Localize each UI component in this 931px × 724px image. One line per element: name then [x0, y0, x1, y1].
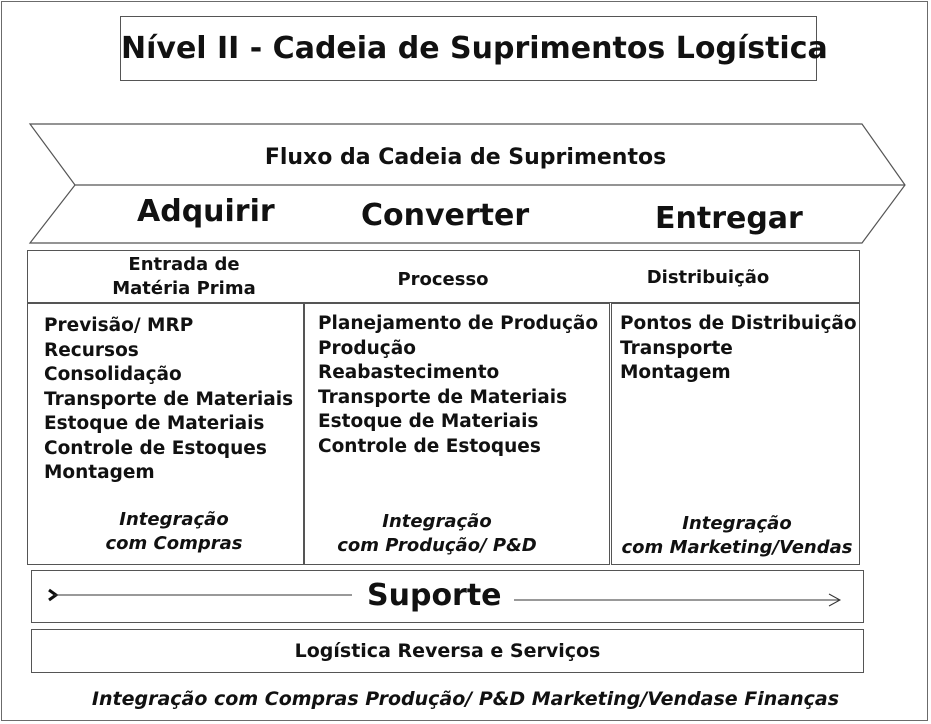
reverse-logistics-box [31, 629, 864, 673]
list-item: Controle de Estoques [44, 437, 267, 459]
list-item: Consolidação [44, 364, 182, 385]
header-processo: Processo [397, 269, 489, 290]
item-list [620, 312, 857, 386]
list-item: Montagem [620, 362, 731, 383]
list-item: Transporte [620, 337, 733, 359]
item-list [318, 312, 598, 459]
list-item: Montagem [44, 462, 155, 483]
integration-line2: com Marketing/Vendas [621, 537, 853, 558]
column-distribuicao [611, 303, 860, 565]
list-item: Reabastecimento [318, 362, 500, 383]
integration-producao [317, 510, 557, 558]
list-item: Recursos [44, 339, 139, 361]
list-item: Estoque de Materiais [44, 413, 265, 434]
flow-title: Fluxo da Cadeia de Suprimentos [264, 145, 667, 170]
footer-integration-text: Integração com Compras Produção/ P&D Marketing/Vendase Finanças [91, 688, 840, 710]
stage-entregar: Entregar [655, 201, 803, 236]
integration-line2: com Compras [105, 533, 243, 554]
header-entrada-line1: Entrada de [128, 254, 240, 275]
stage-converter: Converter [361, 198, 530, 233]
header-row [27, 250, 860, 303]
integration-line2: com Produção/ P&D [337, 535, 537, 556]
item-list [44, 314, 293, 486]
stage-adquirir: Adquirir [137, 194, 275, 229]
list-item: Estoque de Materiais [318, 411, 539, 432]
list-item: Transporte de Materiais [318, 386, 568, 408]
diagram-title: Nível II - Cadeia de Suprimentos Logística [121, 31, 828, 66]
column-processo [304, 303, 610, 565]
list-item: Transporte de Materiais [44, 388, 294, 410]
integration-marketing [614, 512, 860, 560]
header-distribuicao: Distribuição [646, 267, 770, 288]
integration-line1: Integração [682, 513, 792, 534]
list-item: Previsão/ MRP [44, 315, 194, 336]
list-item: Pontos de Distribuição [620, 313, 857, 334]
list-item: Planejamento de Produção [318, 313, 599, 334]
reverse-logistics-label: Logística Reversa e Serviços [294, 640, 601, 662]
list-item: Produção [318, 337, 416, 359]
integration-compras [58, 508, 290, 556]
integration-line1: Integração [382, 511, 492, 532]
integration-line1: Integração [119, 509, 229, 530]
header-entrada-line2: Matéria Prima [112, 278, 256, 299]
column-entrada [27, 303, 304, 565]
support-box [31, 570, 864, 623]
support-label: Suporte [367, 578, 502, 613]
list-item: Controle de Estoques [318, 435, 541, 457]
